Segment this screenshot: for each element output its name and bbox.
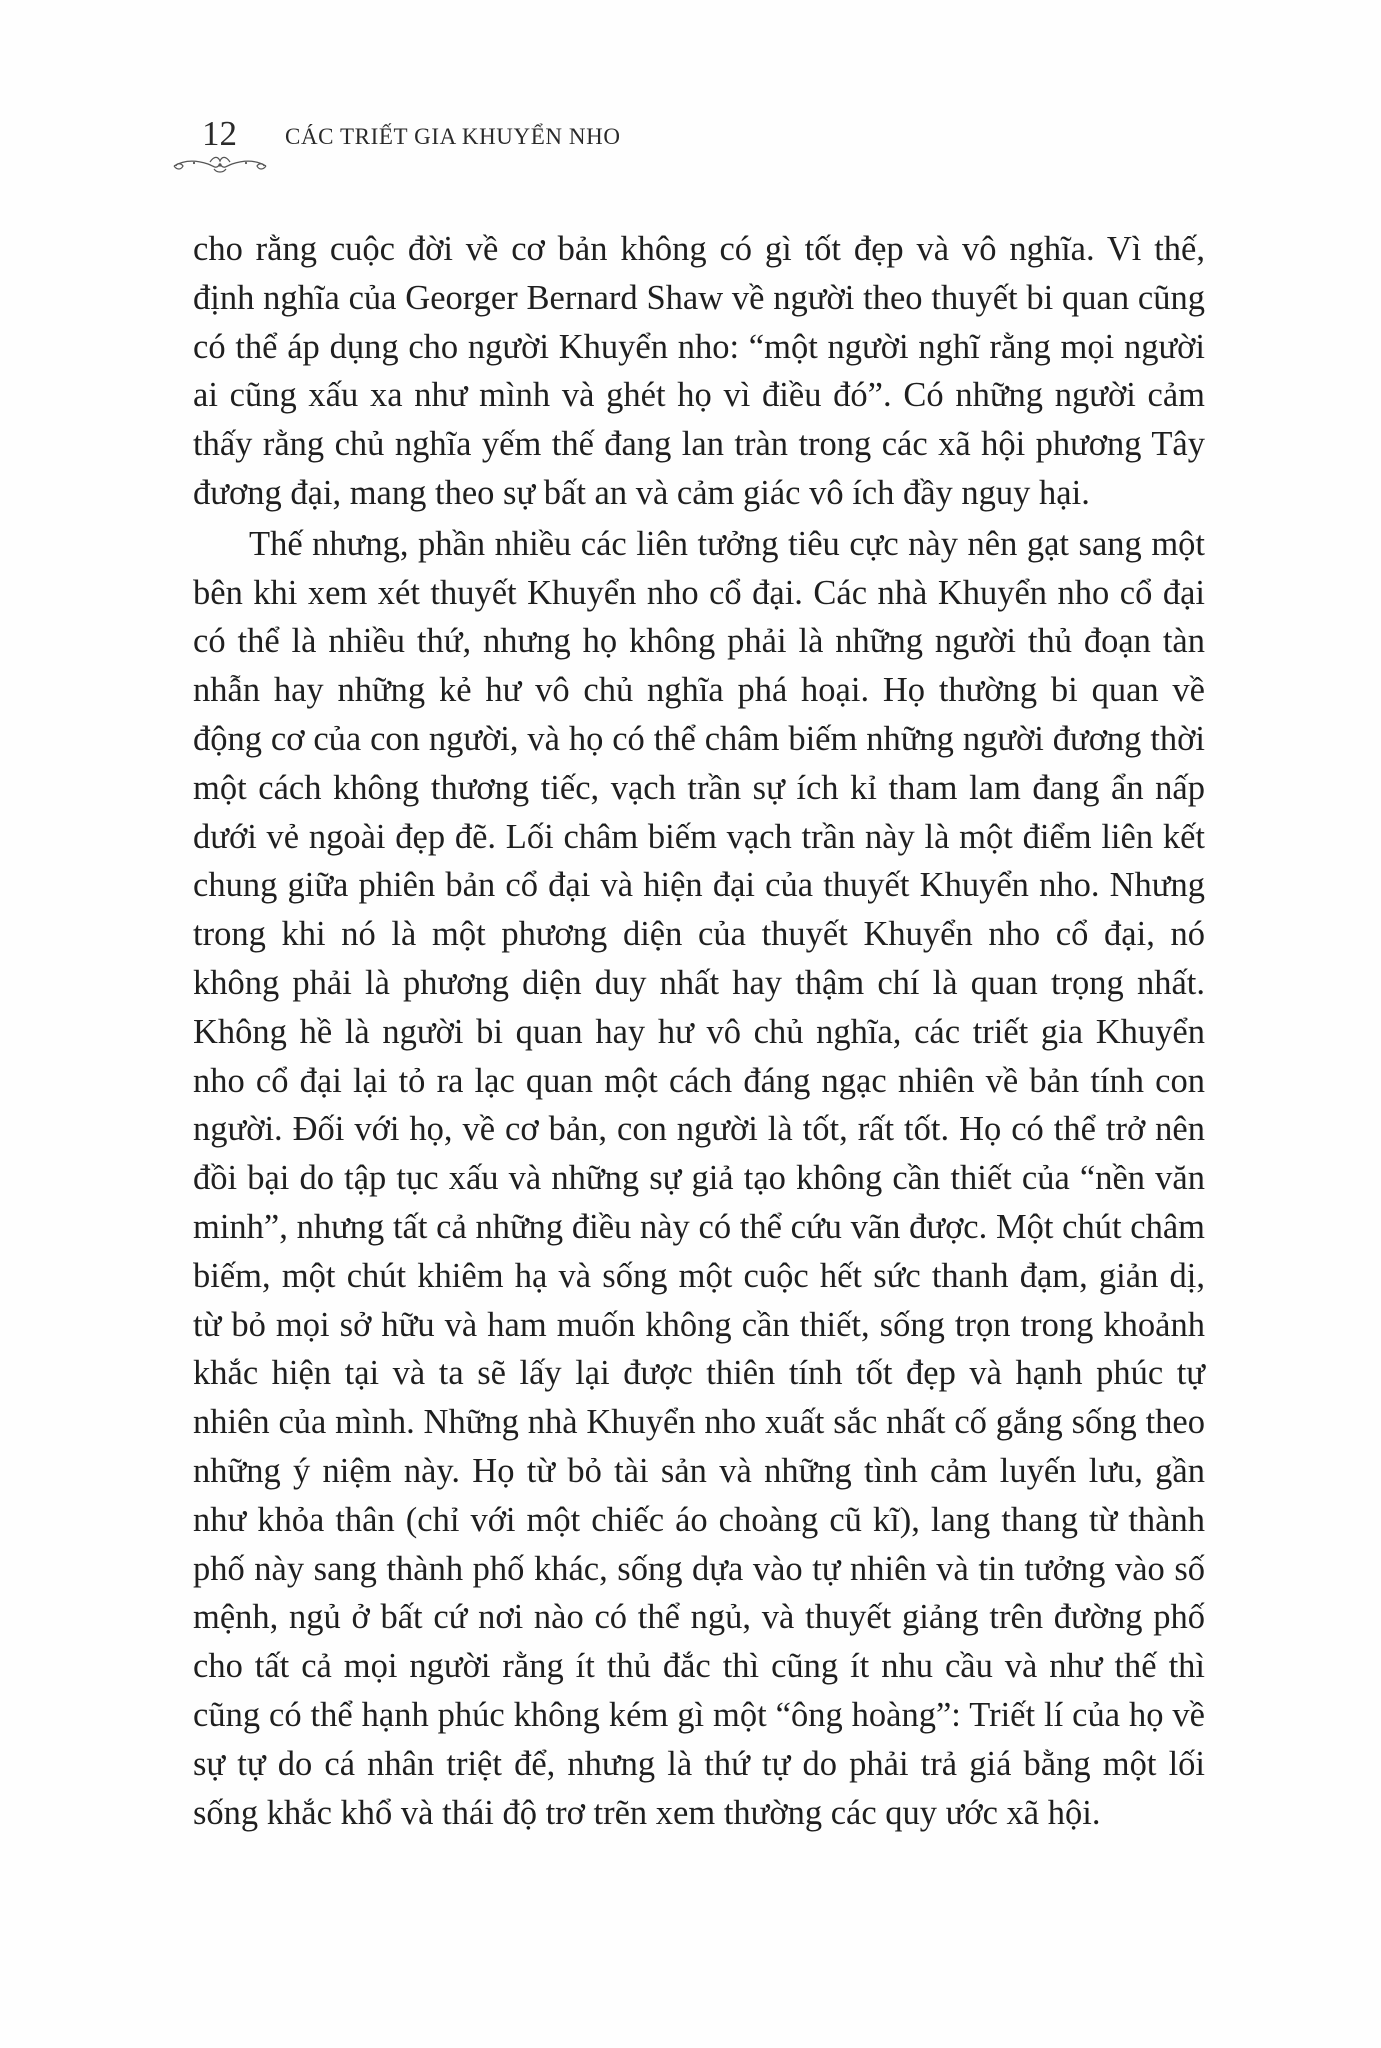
body-text: [193, 225, 1205, 1837]
paragraph: Thế nhưng, phần nhiều các liên tưởng tiêu cực này nên gạt sang một bên khi xem xét thuyết Khuyển nho cổ đại. Các nhà Khuyển nho cổ đại có thể là nhiều thứ, nhưng họ không phải là những người thủ đoạn tàn nhẫn hay những kẻ hư vô chủ nghĩa phá hoại. Họ thường bi quan về động cơ của con người, và họ có thể châm biếm những người đương thời một cách không thương tiếc, vạch trần sự ích kỉ tham lam đang ẩn nấp dưới vẻ ngoài đẹp đẽ. Lối châm biếm vạch trần này là một điểm liên kết chung giữa phiên bản cổ đại và hiện đại của thuyết Khuyển nho. Nhưng trong khi nó là một phương diện của thuyết Khuyển nho cổ đại, nó không phải là phương diện duy nhất hay thậm chí là quan trọng nhất. Không hề là người bi quan hay hư vô chủ nghĩa, các triết gia Khuyển nho cổ đại lại tỏ ra lạc quan một cách đáng ngạc nhiên về bản tính con người. Đối với họ, về cơ bản, con người là tốt, rất tốt. Họ có thể trở nên đồi bại do tập tục xấu và những sự giả tạo không cần thiết của “nền văn minh”, nhưng tất cả những điều này có thể cứu vãn được. Một chút châm biếm, một chút khiêm hạ và sống một cuộc hết sức thanh đạm, giản dị, từ bỏ mọi sở hữu và ham muốn không cần thiết, sống trọn trong khoảnh khắc hiện tại và ta sẽ lấy lại được thiên tính tốt đẹp và hạnh phúc tự nhiên của mình. Những nhà Khuyển nho xuất sắc nhất cố gắng sống theo những ý niệm này. Họ từ bỏ tài sản và những tình cảm luyến lưu, gần như khỏa thân (chỉ với một chiếc áo choàng cũ kĩ), lang thang từ thành phố này sang thành phố khác, sống dựa vào tự nhiên và tin tưởng vào số mệnh, ngủ ở bất cứ nơi nào có thể ngủ, và thuyết giảng trên đường phố cho tất cả mọi người rằng ít thủ đắc thì cũng ít nhu cầu và như thế thì cũng có thể hạnh phúc không kém gì một “ông hoàng”: Triết lí của họ về sự tự do cá nhân triệt để, nhưng là thứ tự do phải trả giá bằng một lối sống khắc khổ và thái độ trơ trẽn xem thường các quy ước xã hội.: [193, 524, 1205, 1832]
running-header: [170, 108, 1230, 178]
flourish-ornament-icon: [170, 152, 270, 176]
running-title: CÁC TRIẾT GIA KHUYỂN NHO: [285, 124, 621, 149]
paragraph-continued: cho rằng cuộc đời về cơ bản không có gì tốt đẹp và vô nghĩa. Vì thế, định nghĩa của Georger Bernard Shaw về người theo thuyết bi quan cũng có thể áp dụng cho người Khuyển nho: “một người nghĩ rằng mọi người ai cũng xấu xa như mình và ghét họ vì điều đó”. Có những người cảm thấy rằng chủ nghĩa yếm thế đang lan tràn trong các xã hội phương Tây đương đại, mang theo sự bất an và cảm giác vô ích đầy nguy hại.: [193, 230, 1205, 512]
page-number: 12: [202, 114, 237, 153]
